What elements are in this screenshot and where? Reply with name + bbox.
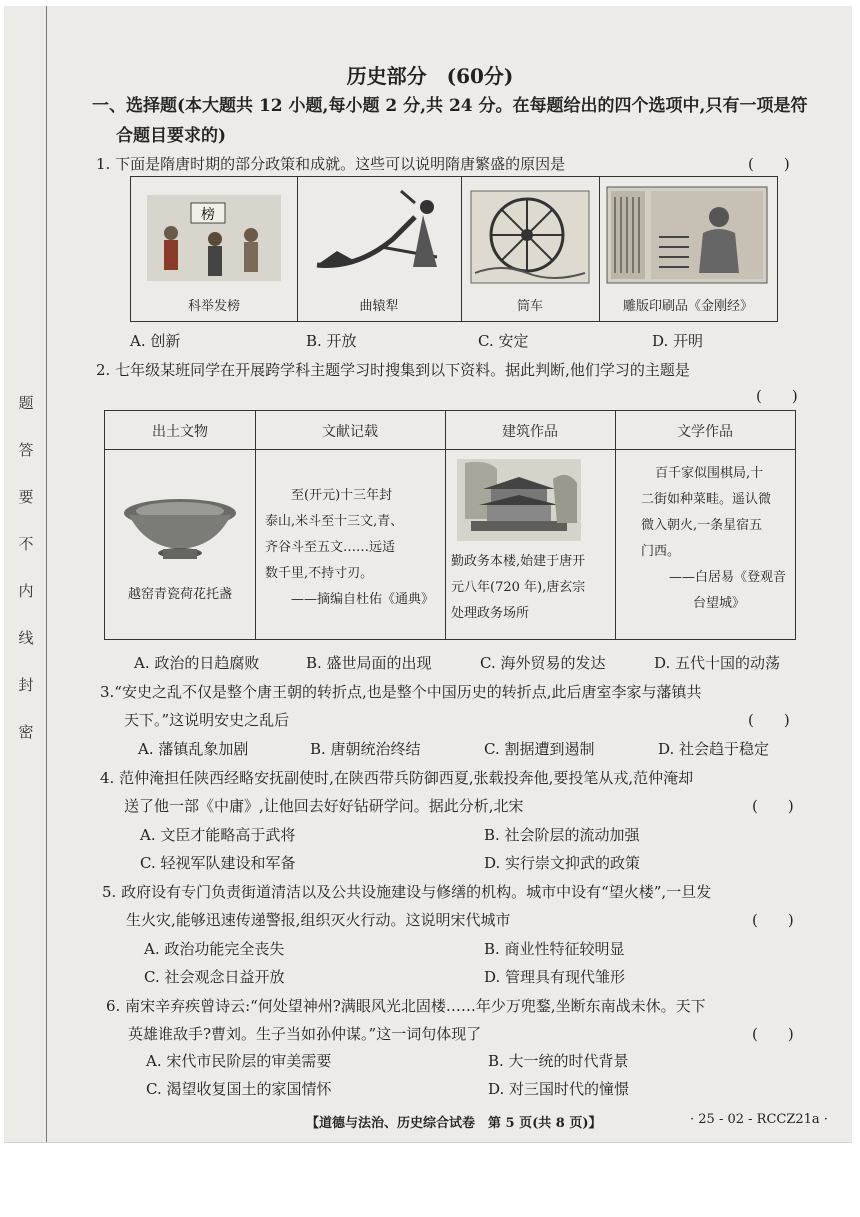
seal-char: 答 (18, 441, 34, 459)
q5-option-b: B. 商业性特征较明显 (484, 940, 625, 958)
caption-exam-notice: 科举发榜 (187, 299, 240, 314)
celadon-cup-image (115, 491, 245, 571)
document-line: 齐谷斗至五文……远适 (265, 540, 396, 555)
q6-option-a: A. 宋代市民阶层的审美需要 (146, 1052, 332, 1070)
q3-stem-line2: 天下。”这说明安史之乱后 (124, 711, 290, 729)
document-line: 泰山,米斗至十三文,青、 (265, 514, 404, 529)
caption-water-wheel: 筒车 (516, 299, 543, 314)
header-architecture: 建筑作品 (502, 424, 558, 440)
q1-cell-2 (297, 177, 462, 321)
seal-char: 不 (18, 535, 34, 553)
caption-diamond-sutra: 雕版印刷品《金刚经》 (622, 299, 753, 314)
curved-plough-image (297, 177, 461, 289)
q3-stem-line1: 3.“安史之乱不仅是整个唐王朝的转折点,也是整个中国历史的转折点,此后唐室李家与藩镇共 (100, 683, 702, 701)
poem-text (623, 461, 791, 617)
q2-material-table (104, 410, 796, 640)
q4-option-a: A. 文臣才能略高于武将 (140, 826, 296, 844)
q6-option-b: B. 大一统的时代背景 (488, 1052, 629, 1070)
document-line: 数千里,不持寸刃。 (265, 566, 374, 581)
architecture-line: 勤政务本楼,始建于唐开 (451, 554, 586, 569)
seal-line-text (14, 380, 38, 756)
water-wheel-image (461, 177, 599, 289)
architecture-line: 元八年(720 年),唐玄宗 (451, 580, 586, 595)
seal-char: 密 (18, 723, 34, 741)
table-header-divider (105, 449, 795, 450)
qinzheng-tower-image (457, 459, 581, 541)
q1-cell-4 (599, 177, 777, 321)
q2-option-a: A. 政治的日趋腐败 (134, 654, 260, 672)
document-line: 至(开元)十三年封 (291, 488, 393, 503)
header-artifact: 出土文物 (152, 424, 208, 440)
page-title: 历史部分 (60分) (346, 64, 514, 88)
q4-stem-line1: 4. 范仲淹担任陕西经略安抚副使时,在陕西带兵防御西夏,张载投奔他,要投笔从戎,范仲淹却 (100, 769, 694, 787)
artifact-caption: 越窑青瓷荷花托盏 (127, 587, 232, 602)
q5-option-c: C. 社会观念日益开放 (144, 968, 285, 986)
architecture-text (451, 549, 613, 627)
q1-cell-1 (131, 177, 298, 321)
q1-image-strip (130, 176, 778, 322)
answer-paren: ( ) (756, 387, 798, 405)
answer-paren: ( ) (748, 711, 790, 729)
seal-char: 内 (18, 582, 34, 600)
q3-option-a: A. 藩镇乱象加剧 (138, 740, 249, 758)
col-divider (255, 411, 256, 639)
q1-option-c: C. 安定 (478, 332, 529, 350)
notice-sign-text: 榜 (201, 207, 215, 223)
section-heading-line1: 一、选择题(本大题共 12 小题,每小题 2 分,共 24 分。在每题给出的四个选项中,只有一项是符 (92, 96, 808, 116)
q1-option-b: B. 开放 (306, 332, 357, 350)
poem-line: 百千家似围棋局,十 (655, 466, 764, 481)
document-text (265, 483, 440, 613)
q6-option-c: C. 渴望收复国土的家国情怀 (146, 1080, 332, 1098)
q5-option-d: D. 管理具有现代雏形 (484, 968, 626, 986)
q5-stem-line2: 生火灾,能够迅速传递警报,组织灭火行动。这说明宋代城市 (126, 911, 511, 929)
q1-option-d: D. 开明 (652, 332, 704, 350)
seal-char: 题 (18, 394, 34, 412)
q1-option-a: A. 创新 (130, 332, 181, 350)
exam-notice-image (131, 177, 297, 289)
seal-char: 要 (18, 488, 34, 506)
q2-option-c: C. 海外贸易的发达 (480, 654, 606, 672)
poem-line: 二街如种菜畦。遥认微 (641, 492, 772, 507)
poem-source: 台望城》 (693, 596, 746, 611)
diamond-sutra-image (599, 177, 777, 289)
answer-paren: ( ) (752, 797, 794, 815)
q2-stem: 2. 七年级某班同学在开展跨学科主题学习时搜集到以下资料。据此判断,他们学习的主题是 (96, 361, 690, 379)
caption-curved-plough: 曲辕犁 (359, 299, 399, 314)
q6-stem-line2: 英雄谁敌手?曹刘。生子当如孙仲谋。”这一词句体现了 (128, 1025, 482, 1043)
q2-option-d: D. 五代十国的动荡 (654, 654, 781, 672)
binding-margin-line (46, 6, 47, 1142)
q6-option-d: D. 对三国时代的憧憬 (488, 1080, 630, 1098)
q5-stem-line1: 5. 政府设有专门负责街道清洁以及公共设施建设与修缮的机构。城市中设有“望火楼”,一旦发 (102, 883, 712, 901)
architecture-line: 处理政务场所 (451, 606, 530, 621)
answer-paren: ( ) (752, 1025, 794, 1043)
header-document: 文献记载 (322, 424, 378, 440)
seal-char: 线 (18, 629, 34, 647)
q3-option-d: D. 社会趋于稳定 (658, 740, 770, 758)
answer-paren: ( ) (752, 911, 794, 929)
poem-source: ——白居易《登观音 (669, 570, 787, 585)
q3-option-b: B. 唐朝统治终结 (310, 740, 421, 758)
seal-char: 封 (18, 676, 34, 694)
paper-code: · 25 - 02 - RCCZ21a · (690, 1112, 828, 1127)
col-divider (615, 411, 616, 639)
q4-option-d: D. 实行崇文抑武的政策 (484, 854, 641, 872)
section-heading-line2: 合题目要求的) (116, 126, 227, 146)
q4-option-b: B. 社会阶层的流动加强 (484, 826, 640, 844)
page-footer: 【道德与法治、历史综合试卷 第 5 页(共 8 页)】 (306, 1116, 602, 1131)
q1-cell-3 (461, 177, 600, 321)
q3-option-c: C. 割据遭到遏制 (484, 740, 595, 758)
col-divider (445, 411, 446, 639)
poem-line: 门西。 (641, 544, 681, 559)
q4-option-c: C. 轻视军队建设和军备 (140, 854, 296, 872)
q6-stem-line1: 6. 南宋辛弃疾曾诗云:“何处望神州?满眼风光北固楼……年少万兜鍪,坐断东南战未休。天下 (106, 997, 706, 1015)
q4-stem-line2: 送了他一部《中庸》,让他回去好好钻研学问。据此分析,北宋 (124, 797, 524, 815)
q2-option-b: B. 盛世局面的出现 (306, 654, 432, 672)
q5-option-a: A. 政治功能完全丧失 (144, 940, 285, 958)
q1-stem: 1. 下面是隋唐时期的部分政策和成就。这些可以说明隋唐繁盛的原因是 (96, 155, 566, 173)
poem-line: 微入朝火,一条星宿五 (641, 518, 763, 533)
header-literature: 文学作品 (677, 424, 733, 440)
document-source: ——摘编自杜佑《通典》 (290, 592, 434, 607)
answer-paren: ( ) (748, 155, 790, 173)
